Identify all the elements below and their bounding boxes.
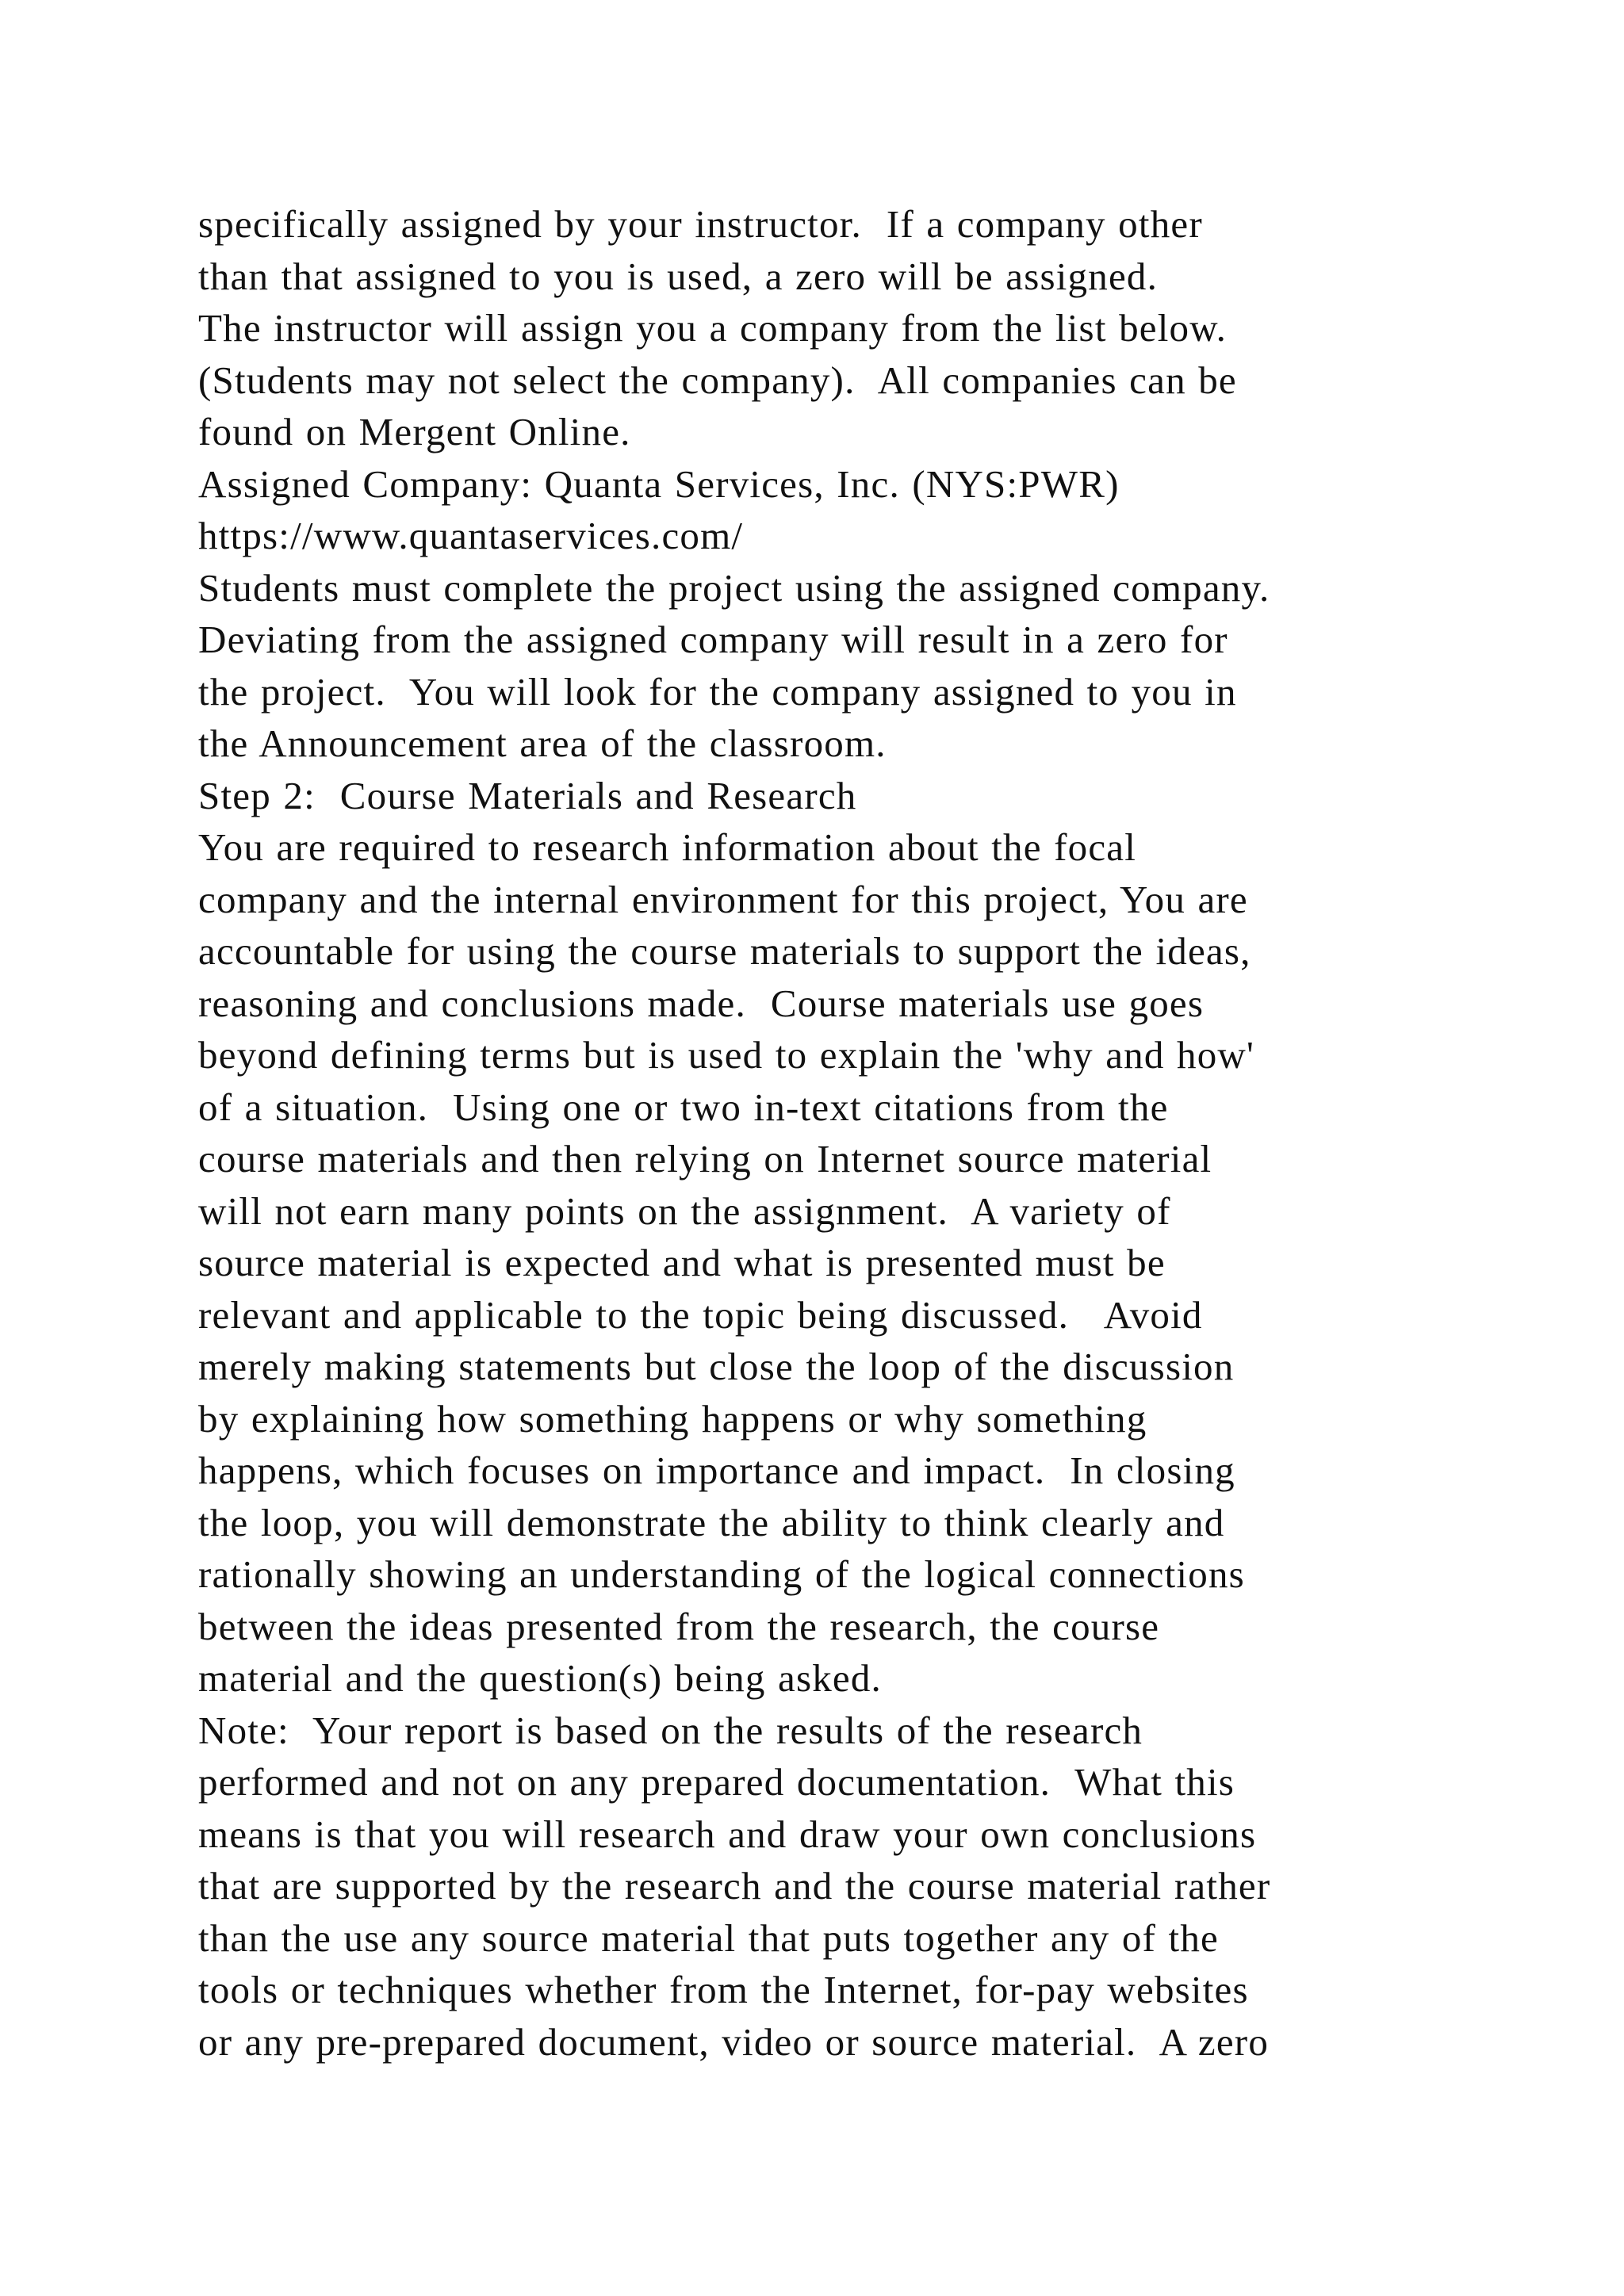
text-line-25: happens, which focuses on importance and impact. In closing — [198, 1448, 1235, 1492]
text-line-1: specifically assigned by your instructor. If a company other — [198, 202, 1203, 246]
text-line-14: company and the internal environment for this project, You are — [198, 877, 1248, 921]
text-line-8: Students must complete the project using the assigned company. — [198, 565, 1270, 610]
company-url-line: https://www.quantaservices.com/ — [198, 514, 744, 557]
text-line-15: accountable for using the course materials to support the ideas, — [198, 929, 1251, 973]
text-line-21: source material is expected and what is presented must be — [198, 1241, 1166, 1284]
text-line-34: than the use any source material that puts together any of the — [198, 1915, 1219, 1960]
text-line-13: You are required to research information about the focal — [198, 825, 1137, 869]
text-line-36: or any pre-prepared document, video or source material. A zero — [198, 2019, 1270, 2064]
text-line-5: found on Mergent Online. — [198, 410, 631, 453]
step-2-heading: Step 2: Course Materials and Research — [198, 773, 857, 817]
text-line-17: beyond defining terms but is used to explain the 'why and how' — [198, 1033, 1255, 1077]
note-line: Note: Your report is based on the results of the research — [198, 1708, 1143, 1752]
text-line-32: means is that you will research and draw your own conclusions — [198, 1812, 1257, 1856]
text-line-16: reasoning and conclusions made. Course materials use goes — [198, 981, 1205, 1025]
text-line-4: (Students may not select the company). All companies can be — [198, 358, 1237, 402]
text-line-31: performed and not on any prepared documentation. What this — [198, 1760, 1235, 1804]
text-line-35: tools or techniques whether from the Internet, for-pay websites — [198, 1968, 1249, 2011]
text-line-20: will not earn many points on the assignment. A variety of — [198, 1188, 1171, 1233]
text-line-23: merely making statements but close the loop of the discussion — [198, 1345, 1235, 1388]
text-line-9: Deviating from the assigned company will result in a zero for — [198, 618, 1228, 661]
text-line-10: the project. You will look for the company assigned to you in — [198, 669, 1237, 714]
text-line-24: by explaining how something happens or why something — [198, 1396, 1147, 1441]
text-line-29: material and the question(s) being asked. — [198, 1656, 883, 1700]
text-line-26: the loop, you will demonstrate the ability to think clearly and — [198, 1500, 1225, 1544]
text-line-19: course materials and then relying on Internet source material — [198, 1137, 1212, 1181]
text-line-3: The instructor will assign you a company from the list below. — [198, 306, 1228, 350]
text-line-18: of a situation. Using one or two in-text citations from the — [198, 1085, 1169, 1129]
text-line-11: the Announcement area of the classroom. — [198, 721, 887, 765]
text-line-33: that are supported by the research and the course material rather — [198, 1864, 1271, 1908]
text-line-2: than that assigned to you is used, a zero will be assigned. — [198, 254, 1159, 298]
text-line-27: rationally showing an understanding of the logical connections — [198, 1552, 1245, 1596]
assigned-company-line: Assigned Company: Quanta Services, Inc. (NYS:PWR) — [198, 461, 1120, 506]
document-body — [198, 198, 1499, 2068]
text-line-28: between the ideas presented from the research, the course — [198, 1604, 1160, 1648]
text-line-22: relevant and applicable to the topic being discussed. Avoid — [198, 1292, 1203, 1337]
